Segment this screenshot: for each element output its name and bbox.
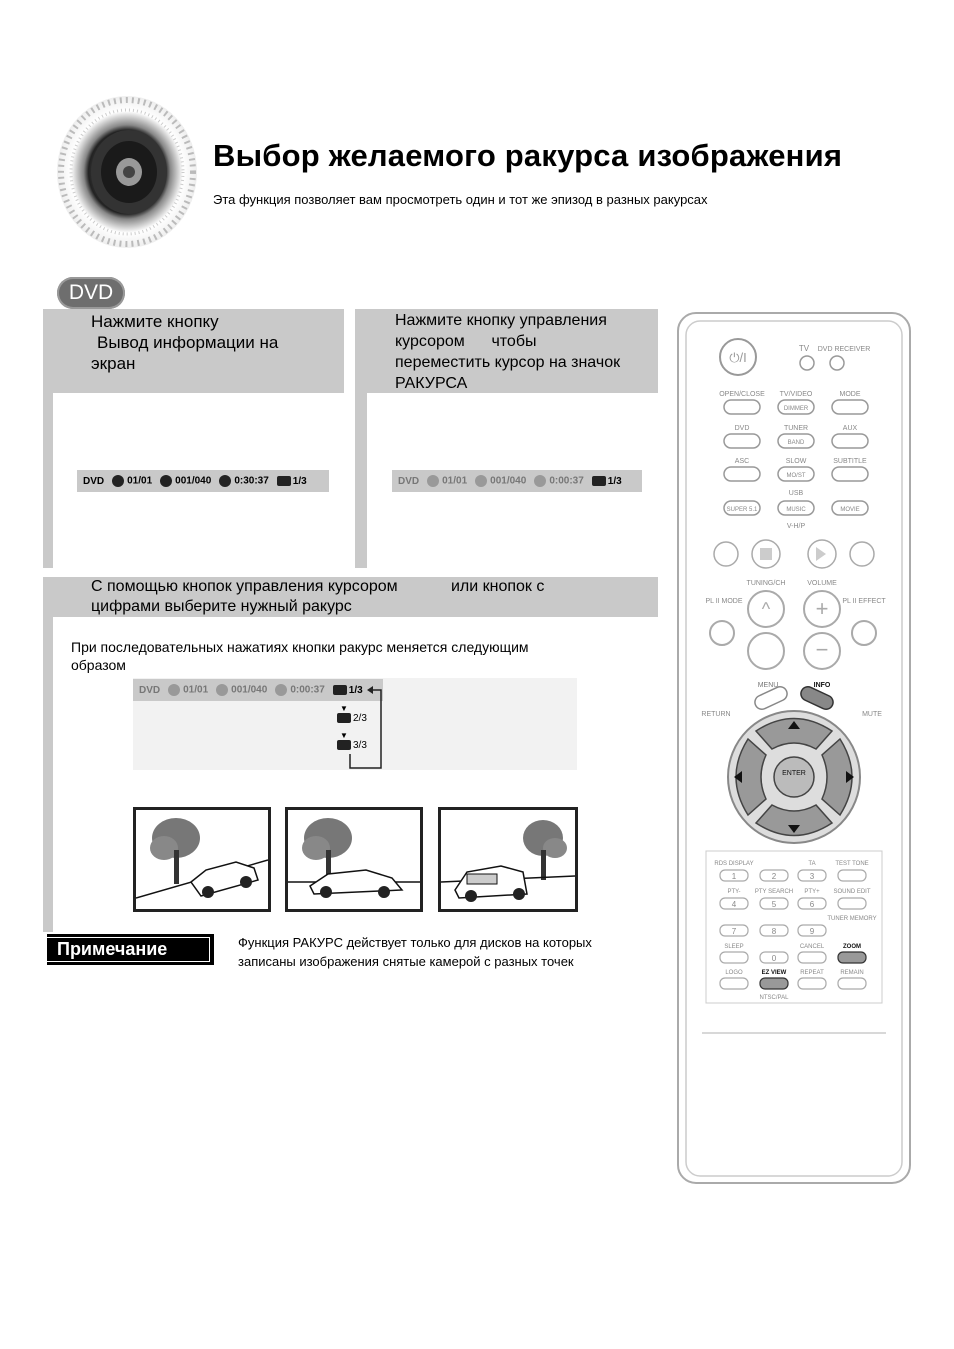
osd-bar-active (77, 470, 329, 492)
arrow-down-icon: ▼ (340, 704, 348, 713)
remote-sleep-label: SLEEP (724, 944, 744, 950)
remote-tuning-label: TUNING/CH (746, 580, 786, 587)
osd-chapter (475, 475, 526, 487)
remote-tv-label: TV (798, 344, 810, 353)
remote-digit: 9 (809, 927, 815, 936)
osd-angle-highlight (592, 476, 622, 487)
osd-angle (277, 476, 307, 487)
remote-music-label: MUSIC (786, 507, 806, 513)
osd-dvd-label: DVD (83, 475, 105, 487)
remote-usb-label: USB (788, 490, 804, 497)
remote-ptyminus-label: PTY- (727, 889, 741, 895)
clock-icon (219, 475, 231, 487)
chapter-icon (160, 475, 172, 487)
osd-time (534, 475, 583, 487)
page-subtitle: Эта функция позволяет вам просмотреть один и тот же эпизод в разных ракурсах (213, 192, 708, 207)
remote-super-label: SUPER 5.1 (726, 507, 758, 513)
step-3-text (91, 577, 656, 617)
osd-chapter-value: 001/040 (231, 684, 268, 696)
step-3-sidebar (43, 617, 53, 932)
step-2-line: Нажмите кнопку управления (395, 312, 607, 329)
dvd-badge: DVD (57, 277, 125, 309)
remote-movie-label: MOVIE (840, 507, 860, 513)
remote-ptysearch-label: PTY SEARCH (754, 889, 794, 895)
osd-chapter (160, 475, 211, 487)
osd-title-value: 01/01 (183, 684, 209, 696)
loop-arrow (345, 684, 385, 772)
step-1-text (91, 311, 341, 374)
osd-dvd-label: DVD (398, 475, 420, 487)
osd-title-value: 01/01 (127, 475, 153, 487)
remote-mute-label: MUTE (862, 711, 882, 718)
remote-subtitle-label: SUBTITLE (833, 458, 867, 465)
remote-open-close-label: OPEN/CLOSE (719, 391, 765, 398)
chapter-icon (475, 475, 487, 487)
remote-ta-label: TA (808, 861, 816, 867)
angle-value: 2/3 (353, 713, 367, 724)
remote-digit: 5 (771, 900, 777, 909)
remote-testtone-label: TEST TONE (835, 861, 869, 867)
step-2-line: РАКУРСА (395, 375, 468, 392)
remote-mode-label: MODE (839, 391, 861, 398)
osd-dvd-label: DVD (139, 684, 161, 696)
note-badge: Примечание (47, 934, 214, 965)
step-1-line: Вывод информации на (97, 333, 279, 352)
svg-text:⏻/I: ⏻/I (729, 350, 747, 365)
title-icon (112, 475, 124, 487)
note-line: записаны изображения снятые камерой с разных точек (238, 954, 574, 969)
remote-ptyplus-label: PTY+ (804, 889, 820, 895)
clock-icon (275, 684, 287, 696)
remote-cancel-label: CANCEL (799, 944, 825, 950)
osd-chapter-value: 001/040 (490, 475, 527, 487)
step-2-sidebar (355, 393, 367, 568)
title-icon (168, 684, 180, 696)
remote-info-label: INFO (813, 682, 831, 689)
osd-time-value: 0:00:37 (549, 475, 584, 487)
svg-text:^: ^ (761, 599, 771, 619)
step-3-line: С помощью кнопок управления курсором или кнопок с (91, 578, 545, 595)
remote-digit: 0 (771, 954, 777, 963)
remote-digit: 6 (809, 900, 815, 909)
osd-title-value: 01/01 (442, 475, 468, 487)
remote-vhp-label: V-H/P (786, 523, 806, 530)
camera-icon (592, 476, 606, 486)
osd-angle-value: 1/3 (607, 475, 622, 487)
remote-digit: 8 (771, 927, 777, 936)
osd-title (112, 475, 152, 487)
osd-chapter-value: 001/040 (175, 475, 212, 487)
remote-dvd-label: DVD (734, 425, 750, 432)
osd-title (168, 684, 208, 696)
step-2-text (395, 310, 657, 394)
remote-pl2-effect-label: PL II EFFECT (842, 598, 886, 605)
step-3-line: цифрами выберите нужный ракурс (91, 598, 352, 615)
title-icon (427, 475, 439, 487)
remote-enter-label: ENTER (782, 770, 806, 777)
remote-digit: 4 (731, 900, 737, 909)
remote-slow-label: SLOW (785, 458, 807, 465)
remote-pl2-mode-label: PL II MODE (705, 598, 743, 605)
angle-scene-1 (133, 807, 271, 912)
remote-soundedit-label: SOUND EDIT (833, 889, 871, 895)
remote-volume-label: VOLUME (807, 580, 837, 587)
osd-angle-value: 1/3 (348, 684, 363, 696)
osd-time (275, 684, 324, 696)
camera-icon (277, 476, 291, 486)
remote-logo-label: LOGO (725, 970, 743, 976)
remote-return-label: RETURN (701, 711, 731, 718)
remote-digit: 1 (731, 872, 737, 881)
remote-tv-video-label: TV/VIDEO (779, 391, 813, 398)
osd-title (427, 475, 467, 487)
step-1-sidebar (43, 393, 53, 568)
remote-ezview-label: EZ VIEW (761, 970, 787, 976)
remote-aux-label: AUX (842, 425, 858, 432)
remote-ntscpal-label: NTSC/PAL (759, 995, 789, 1001)
sequence-caption-line: образом (71, 657, 126, 673)
remote-control (676, 311, 912, 1186)
osd-time-value: 0:30:37 (234, 475, 269, 487)
disc-icon (55, 92, 205, 257)
step-1-line: Нажмите кнопку (91, 312, 219, 331)
step-1-line: экран (91, 354, 136, 373)
osd-time (219, 475, 268, 487)
angle-scene-2 (285, 807, 423, 912)
step-2-line: переместить курсор на значок (395, 354, 621, 371)
clock-icon (534, 475, 546, 487)
chapter-icon (216, 684, 228, 696)
remote-remain-label: REMAIN (840, 970, 864, 976)
remote-menu-label: MENU (757, 682, 779, 689)
angle-scene-3 (438, 807, 578, 912)
remote-digit: 2 (771, 872, 777, 881)
svg-text:−: − (815, 637, 829, 662)
remote-tuner-label: TUNER (783, 425, 809, 432)
remote-zoom-label: ZOOM (843, 944, 861, 950)
remote-band-label: BAND (787, 440, 805, 446)
note-text (238, 933, 648, 971)
osd-time-value: 0:00:37 (290, 684, 325, 696)
angle-value: 3/3 (353, 740, 367, 751)
remote-most-label: MO/ST (786, 473, 806, 479)
remote-repeat-label: REPEAT (800, 970, 824, 976)
note-line: Функция РАКУРС действует только для дисков на которых (238, 935, 592, 950)
sequence-caption (71, 638, 631, 674)
page-title: Выбор желаемого ракурса изображения (213, 138, 843, 173)
remote-tunermemory-label: TUNER MEMORY (827, 916, 877, 922)
step-2-line: курсором чтобы (395, 333, 537, 350)
osd-bar-cursor (392, 470, 642, 492)
remote-dimmer-label: DIMMER (783, 406, 809, 412)
arrow-down-icon: ▼ (340, 731, 348, 740)
remote-digit: 3 (809, 872, 815, 881)
remote-rds-label: RDS DISPLAY (714, 861, 754, 867)
remote-dvdreceiver-label: DVD RECEIVER (817, 346, 871, 353)
osd-angle-value: 1/3 (292, 475, 307, 487)
svg-text:+: + (815, 596, 829, 621)
sequence-caption-line: При последовательных нажатиях кнопки ракурс меняется следующим (71, 639, 529, 655)
osd-chapter (216, 684, 267, 696)
remote-digit: 7 (731, 927, 737, 936)
remote-asc-label: ASC (734, 458, 750, 465)
